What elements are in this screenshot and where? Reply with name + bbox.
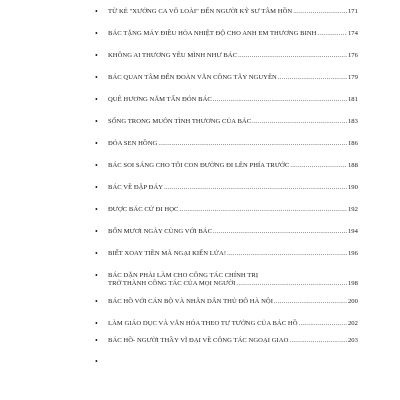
bullet-icon: • (95, 73, 98, 82)
toc-entry-title: BIẾT XOAY TIỀN MÀ NGẠI KIẾN LỬA! (108, 250, 227, 257)
toc-entry (95, 271, 358, 287)
toc-entry (95, 183, 358, 192)
toc-entry-title: BÁC TẶNG MÁY ĐIỀU HÒA NHIỆT ĐỘ CHO ANH EM THƯƠNG BINH (108, 30, 317, 37)
toc-entry (95, 249, 358, 258)
toc-entry (95, 205, 358, 214)
toc-entry-title: TỪ KẺ "XƯỚNG CA VÔ LOÀI" ĐẾN NGƯỜI KỸ SƯ TÂM HỒN (108, 8, 293, 15)
dot-leader (290, 162, 347, 170)
bullet-icon: • (95, 319, 98, 328)
toc-entry (95, 227, 358, 236)
toc-entry-page: 202 (347, 320, 358, 327)
bullet-icon: • (95, 117, 98, 126)
bullet-icon: • (95, 95, 98, 104)
toc-entry-title: TRỞ THÀNH CÔNG TÁC CỦA MỌI NGƯỜI (108, 279, 236, 287)
toc-entry-page: 176 (347, 52, 358, 59)
dot-leader (289, 337, 347, 345)
dot-leader (252, 118, 347, 126)
toc-entry (95, 336, 358, 345)
toc-entry-title: BÁC HỒ- NGƯỜI THẦY VĨ ĐẠI VỀ CÔNG TÁC NGOẠI GIAO (108, 337, 289, 344)
toc-entry (95, 51, 358, 60)
dot-leader (278, 74, 347, 82)
bullet-icon: • (95, 271, 98, 280)
bullet-icon: • (95, 161, 98, 170)
bullet-icon: • (95, 357, 98, 366)
toc-entry-title: BÁC HỒ VỚI CÁN BỘ VÀ NHÂN DÂN THỦ ĐÔ HÀ NỘI (108, 298, 273, 305)
toc-entry-title: KHÔNG AI THƯƠNG YÊU MÌNH NHƯ BÁC (108, 52, 238, 59)
bullet-icon: • (95, 205, 98, 214)
toc-entry-page: 200 (347, 298, 358, 305)
toc-entry-title: SỐNG TRONG MUÔN TÌNH THƯƠNG CỦA BÁC (108, 118, 252, 125)
dot-leader (227, 250, 347, 258)
bullet-icon: • (95, 227, 98, 236)
dot-leader (213, 96, 347, 104)
toc-entry (95, 161, 358, 170)
toc-entry-page: 192 (347, 206, 358, 213)
toc-entry-page: 186 (347, 140, 358, 147)
dot-leader (179, 206, 346, 214)
toc-entry-page: 194 (347, 228, 358, 235)
bullet-icon: • (95, 249, 98, 258)
toc-entry (95, 29, 358, 38)
dot-leader (236, 280, 347, 288)
dot-leader (317, 30, 347, 38)
toc-entry-page: 171 (347, 8, 358, 15)
toc-entry-title: BÁC VỀ ĐẬP ĐÁY (108, 184, 164, 191)
toc-entry-page: 190 (347, 184, 358, 191)
toc-entry-title: LÀM GIÁO DỤC VÀ VĂN HÓA THEO TƯ TƯỞNG CỦA BÁC HỒ (108, 320, 298, 327)
toc-entry-page: 198 (347, 279, 358, 287)
toc-entry (95, 95, 358, 104)
bullet-icon: • (95, 297, 98, 306)
dot-leader (274, 298, 347, 306)
dot-leader (158, 140, 347, 148)
toc-entry-title-line1: BÁC DẶN PHẢI LÀM CHO CÔNG TÁC CHÍNH TRỊ (108, 272, 259, 279)
toc-entry-title: ĐÓA SEN HỒNG (108, 140, 158, 147)
toc-entry-page: 188 (347, 162, 358, 169)
dot-leader (164, 184, 347, 192)
toc-entry (95, 7, 358, 16)
bullet-icon: • (95, 51, 98, 60)
toc-entry-page: 196 (347, 250, 358, 257)
toc-entry (95, 139, 358, 148)
toc-entry-title: QUÊ HƯƠNG NĂM TẤN ĐÓN BÁC (108, 96, 212, 103)
toc-entry-page: 181 (347, 96, 358, 103)
toc-entry (95, 297, 358, 306)
bullet-icon: • (95, 336, 98, 345)
toc-entry-page: 183 (347, 118, 358, 125)
toc-entry-title: ĐƯỢC BÁC CỬ ĐI HỌC (108, 206, 179, 213)
toc-entry-page: 174 (347, 30, 358, 37)
toc-entry-page: 203 (347, 337, 358, 344)
toc-entry-title: BÁC QUAN TÂM ĐẾN ĐOÀN VĂN CÔNG TÂY NGUYÊN (108, 74, 277, 81)
bullet-icon: • (95, 29, 98, 38)
toc-entry-title: BỐN MƯƠI NGÀY CÙNG VỚI BÁC (108, 228, 213, 235)
toc-entry (95, 117, 358, 126)
dot-leader (299, 320, 347, 328)
toc-entry-page: 179 (347, 74, 358, 81)
bullet-icon: • (95, 139, 98, 148)
dot-leader (293, 8, 347, 16)
bullet-icon: • (95, 183, 98, 192)
toc-entry-title: BÁC SOI SÁNG CHO TÔI CON ĐƯỜNG ĐI LÊN PHÍA TRƯỚC (108, 162, 290, 169)
toc-entry (95, 319, 358, 328)
bullet-icon: • (95, 7, 98, 16)
toc-entry (95, 73, 358, 82)
dot-leader (213, 228, 347, 236)
dot-leader (238, 52, 347, 60)
